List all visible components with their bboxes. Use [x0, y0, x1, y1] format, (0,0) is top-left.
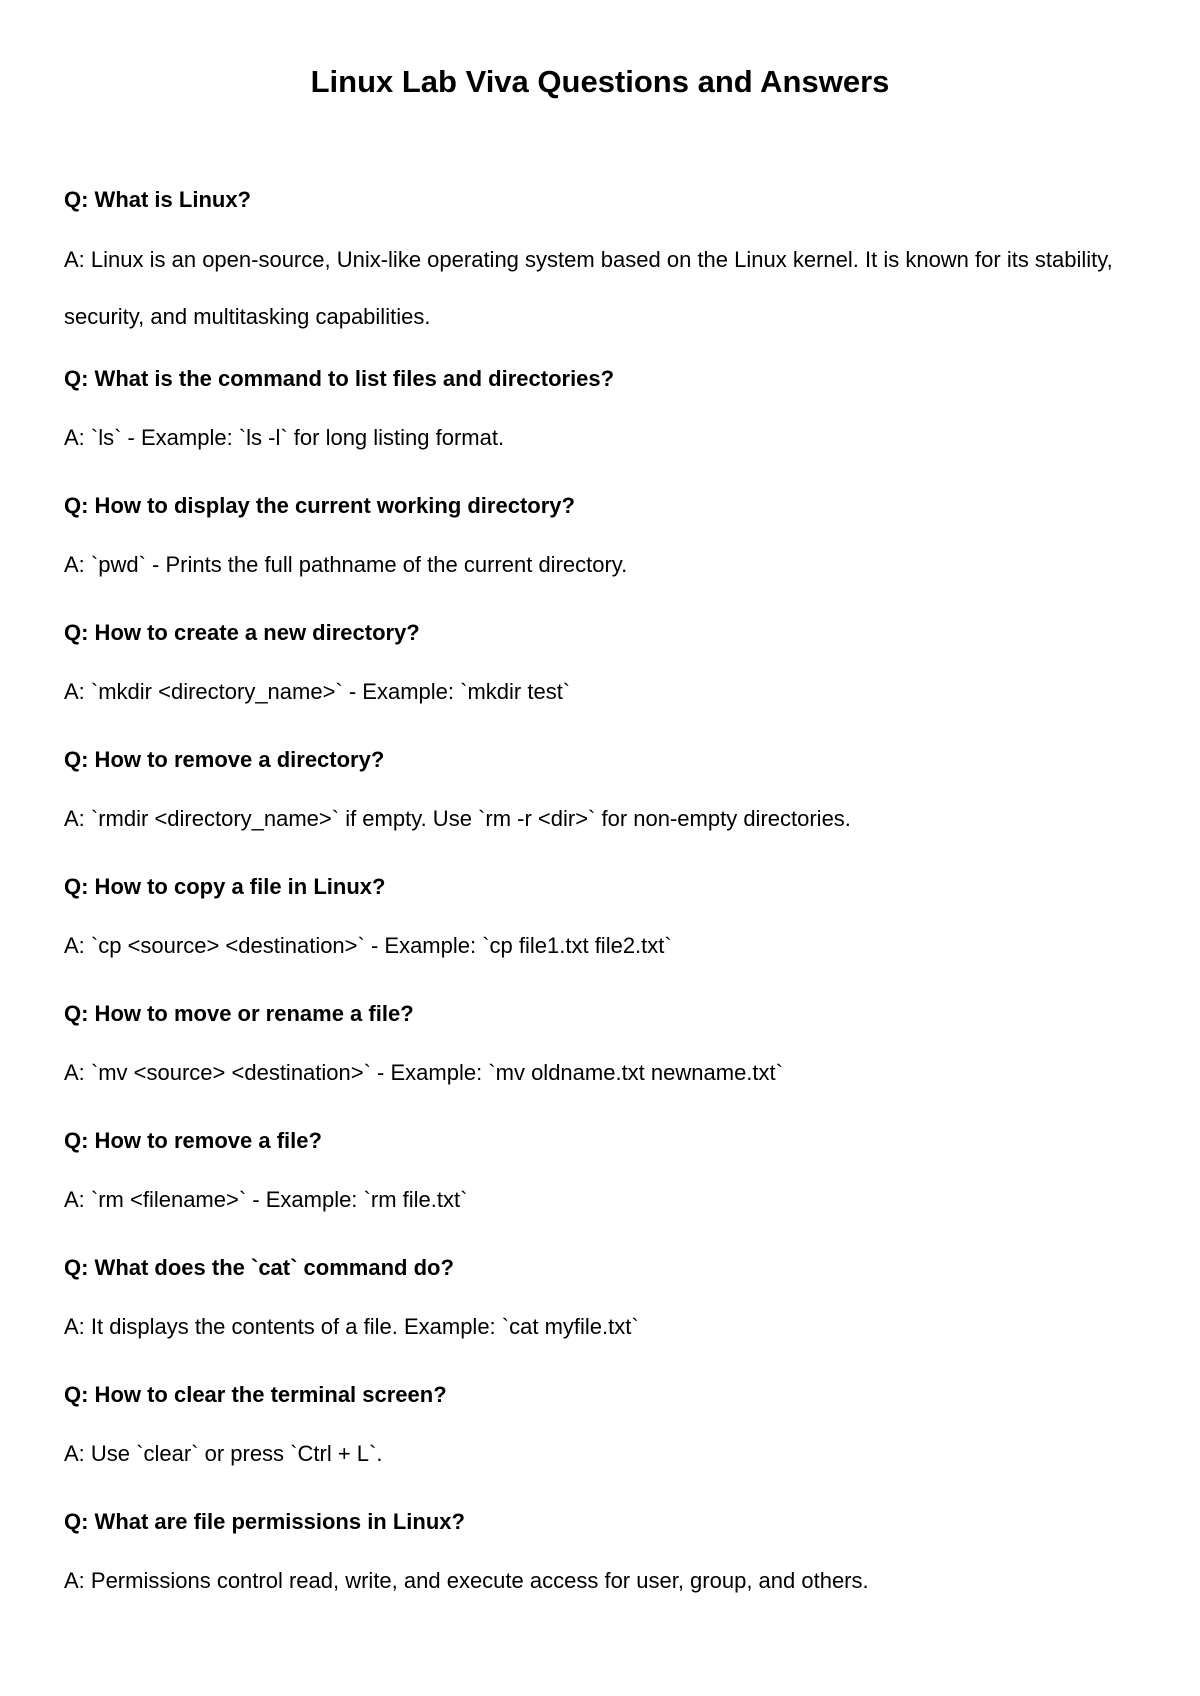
document-title: Linux Lab Viva Questions and Answers	[310, 64, 890, 99]
answer-copy-file: A: `cp <source> <destination>` - Example: `cp file1.txt file2.txt`	[64, 933, 672, 958]
answer-move-rename-file: A: `mv <source> <destination>` - Example: `mv oldname.txt newname.txt`	[64, 1060, 783, 1085]
answer-cat-command: A: It displays the contents of a file. Example: `cat myfile.txt`	[64, 1314, 639, 1339]
question-cat-command: Q: What does the `cat` command do?	[64, 1255, 454, 1280]
question-what-is-linux: Q: What is Linux?	[64, 187, 251, 212]
question-clear-terminal: Q: How to clear the terminal screen?	[64, 1382, 447, 1407]
question-move-rename-file: Q: How to move or rename a file?	[64, 1001, 414, 1026]
question-current-directory: Q: How to display the current working directory?	[64, 493, 575, 518]
answer-remove-directory: A: `rmdir <directory_name>` if empty. Use `rm -r <dir>` for non-empty directories.	[64, 806, 851, 831]
answer-current-directory: A: `pwd` - Prints the full pathname of the current directory.	[64, 552, 628, 577]
question-file-permissions: Q: What are file permissions in Linux?	[64, 1509, 465, 1534]
answer-create-directory: A: `mkdir <directory_name>` - Example: `mkdir test`	[64, 679, 571, 704]
question-create-directory: Q: How to create a new directory?	[64, 620, 420, 645]
answer-list-files: A: `ls` - Example: `ls -l` for long listing format.	[64, 425, 505, 450]
question-remove-file: Q: How to remove a file?	[64, 1128, 322, 1153]
answer-remove-file: A: `rm <filename>` - Example: `rm file.txt`	[64, 1187, 468, 1212]
question-remove-directory: Q: How to remove a directory?	[64, 747, 385, 772]
answer-file-permissions: A: Permissions control read, write, and execute access for user, group, and others.	[64, 1568, 869, 1593]
answer-what-is-linux: A: Linux is an open-source, Unix-like operating system based on the Linux kernel. It is known for its stability, security, and multitasking capabilities.	[64, 247, 1113, 329]
answer-clear-terminal: A: Use `clear` or press `Ctrl + L`.	[64, 1441, 383, 1466]
question-list-files: Q: What is the command to list files and directories?	[64, 366, 615, 391]
question-copy-file: Q: How to copy a file in Linux?	[64, 874, 386, 899]
